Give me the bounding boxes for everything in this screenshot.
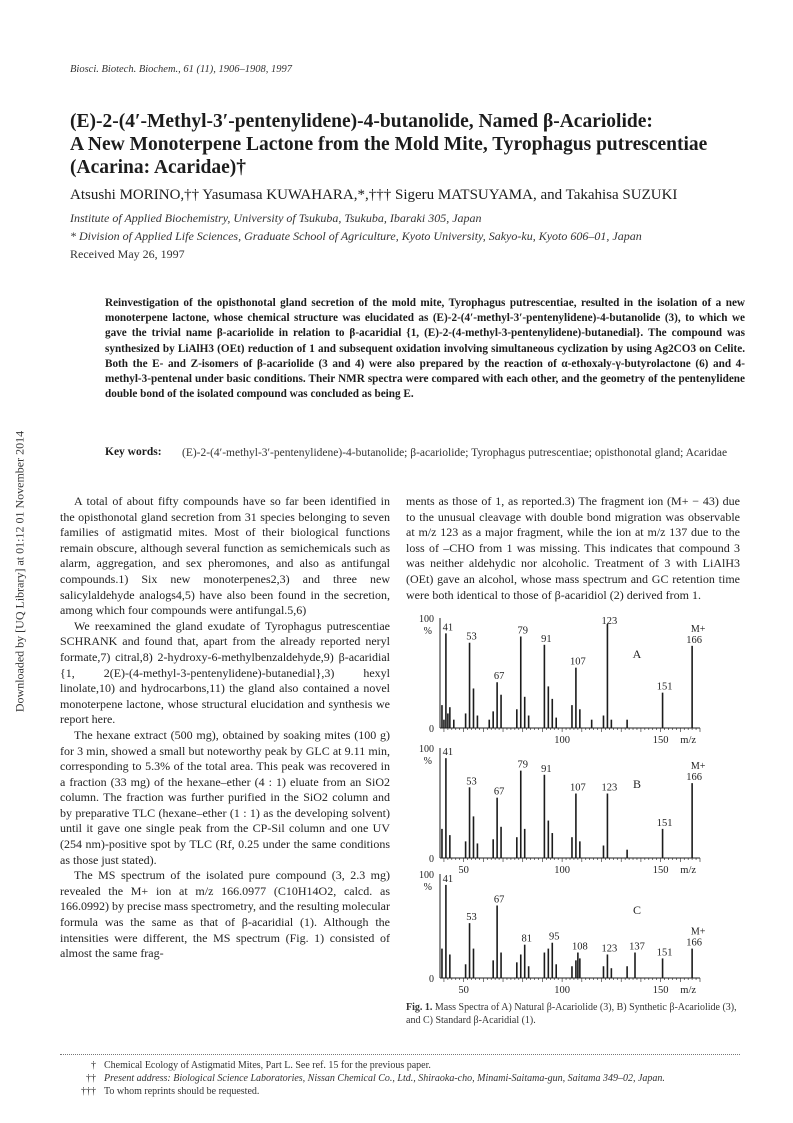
affiliation-secondary: * Division of Applied Life Sciences, Graduate School of Agriculture, Kyoto University, Sakyo-ku, Kyoto 606–01, Japan — [70, 229, 642, 243]
peak-label: 107 — [570, 782, 586, 794]
keywords-label: Key words: — [105, 446, 162, 458]
molecular-ion-label: M+ — [690, 623, 706, 635]
paragraph: A total of about fifty compounds have so far been identified in the opisthonotal gland secretion from 31 species belonging to seven families of astigmatid mites. Most of their biological functions remain obscure, although several function as semichemicals such as alarm, aggregation, and sex pheromones, and also as antifungal compounds.1) Six new monoterpenes2,3) and three new salicylaldehyde analogs4,5) have also been found in the secretion, among which four compounds were antifungal.5,6) — [60, 494, 390, 618]
footnote-mark: ††† — [81, 1086, 96, 1097]
x-axis-label: m/z — [680, 735, 697, 746]
peak-label: 53 — [466, 631, 477, 643]
peak-label: 41 — [442, 873, 454, 885]
figure-caption-text: Mass Spectra of A) Natural β-Acariolide (3), B) Synthetic β-Acariolide (3), and C) Standard β-Acaridial (1). — [406, 1002, 737, 1026]
paragraph: The MS spectrum of the isolated pure compound (3, 2.3 mg) revealed the M+ ion at m/z 166.0977 (C10H14O2, calcd. as 166.0992) by precise mass spectrometry, and the resulting molecular formula was the same as that of β-acaridial (1). Although the intensities were different, the MS spectrum (Fig. 1) consisted of almost the same frag- — [60, 868, 390, 961]
received-date: Received May 26, 1997 — [70, 247, 185, 261]
peak-label: 151 — [656, 817, 673, 829]
paragraph: ments as those of 1, as reported.3) The fragment ion (M+ − 43) due to the unusual cleavage with double bond migration was observable at m/z 123 as a major fragment, while the ion at m/z 137 due to the loss of –CHO from 1 was missing. This indicates that compound 3 was neither aldehydic nor alcoholic. Treatment of 3 with LiAlH3 (OEt) gave an alcohol, whose mass spectrum and GC retention time were both identical to those of β-acaridiol (2) derived from 1. — [406, 494, 740, 602]
peak-label: 67 — [493, 786, 505, 798]
panel-label: B — [632, 777, 641, 791]
x-tick-label: 150 — [652, 865, 669, 876]
peak-label: 91 — [541, 763, 552, 775]
peak-label: 108 — [572, 941, 588, 953]
molecular-ion-label: M+ — [690, 926, 706, 938]
download-watermark: Downloaded by [UQ Library] at 01:12 01 November 2014 — [12, 430, 27, 713]
peak-label: 53 — [466, 776, 477, 788]
peak-label: 79 — [517, 759, 529, 771]
footnote — [60, 1060, 750, 1072]
keywords: (E)-2-(4′-methyl-3′-pentenylidene)-4-butanolide; β-acariolide; Tyrophagus putrescentiae; opisthonotal gland; Acaridae — [182, 447, 728, 459]
footnote-divider — [60, 1054, 740, 1055]
mass-spectra-figure — [400, 608, 750, 998]
body-left-column — [60, 494, 390, 962]
footnote-text: Present address: Biological Science Laboratories, Nissan Chemical Co., Ltd., Shiraoka-cho, Minami-Saitama-gun, Saitama 349–02, Japan. — [104, 1073, 665, 1084]
x-tick-label: 100 — [554, 985, 570, 996]
peak-label: 95 — [549, 931, 560, 943]
panel-label: A — [632, 647, 642, 661]
abstract: Reinvestigation of the opisthonotal gland secretion of the mold mite, Tyrophagus putrescentiae, resulted in the isolation of a new monoterpene lactone, whose chemical structure was elucidated as (E)-2-(4′-methyl-3′-pentenylidene)-4-butanolide (3), to which we gave the trivial name β-acariolide in relation to β-acaridial {1, (E)-2-(4-methyl-3-pentenylidene)-butanedial}. The compound was synthesized by LiAlH3 (OEt) reduction of 1 and subsequent oxidation involving simultaneous cyclization by using Ag2CO3 on Celite. Both the E- and Z-isomers of β-acariolide (3 and 4) were also prepared by the reaction of α-ethoxaly-γ-butyrolactone (6) and 4-methyl-3-pentenal under basic conditions. Their NMR spectra were compared with each other, and the geometry of the pentenylidene double bond of the isolated compound was concluded as being E. — [105, 297, 745, 401]
y-tick-label: 0 — [429, 854, 434, 865]
footnote — [60, 1086, 750, 1098]
y-axis-label: % — [423, 882, 432, 893]
x-tick-label: 100 — [554, 865, 570, 876]
body-right-column — [406, 494, 740, 603]
peak-label: 81 — [521, 933, 532, 945]
affiliation-primary: Institute of Applied Biochemistry, University of Tsukuba, Tsukuba, Ibaraki 305, Japan — [70, 211, 482, 225]
x-axis-label: m/z — [680, 865, 697, 876]
y-tick-label: 0 — [429, 724, 434, 735]
paragraph: The hexane extract (500 mg), obtained by soaking mites (100 g) for 3 min, showed a small but noteworthy peak by GLC at 9.11 min, corresponding to 5.3% of the total area. This peak was recovered in a fraction (33 mg) of the hexane–ether (4 : 1) eluate from an SiO2 column. The fraction was further purified in the SiO2 column and by preparative TLC (hexane–ether (1 : 1) as the developing solvent) until it gave one single peak from the CP-Sil column and one UV (254 nm)-positive spot by TLC (Rf, 0.25 under the same conditions as those just stated). — [60, 727, 390, 867]
peak-label: 67 — [493, 894, 505, 906]
peak-label: 41 — [442, 622, 454, 634]
y-tick-label: 100 — [419, 744, 434, 755]
title-line: (E)-2-(4′-Methyl-3′-pentenylidene)-4-butanolide, Named β-Acariolide: — [70, 111, 653, 132]
peak-label: 91 — [541, 633, 552, 645]
y-axis-label: % — [423, 756, 432, 767]
paragraph: We reexamined the gland exudate of Tyrophagus putrescentiae SCHRANK and found that, apart from the already reported neryl formate,7) citral,8) 2-hydroxy-6-methylbenzaldehyde,9) β-acaridial {1, 2(E)-(4-methyl-3-pentenylidene)-butanedial},3) hexyl linolate,10) and hydrocarbons,11) the gland also contained a novel monoterpene lactone, whose structural elucidation and synthesis we report here. — [60, 618, 390, 727]
y-tick-label: 100 — [419, 614, 434, 625]
peak-label: 151 — [656, 681, 673, 693]
figure-caption — [406, 1001, 740, 1027]
figure-label: Fig. 1. — [406, 1002, 433, 1013]
peak-label: 123 — [601, 782, 618, 794]
peak-label: 107 — [570, 656, 586, 668]
x-axis-label: m/z — [680, 985, 697, 996]
x-tick-label: 150 — [652, 985, 669, 996]
peak-label: 137 — [629, 941, 645, 953]
peak-label: 79 — [517, 625, 529, 637]
paper-title — [70, 110, 740, 179]
molecular-ion-label: M+ — [690, 761, 706, 773]
footnote-text: To whom reprints should be requested. — [104, 1086, 260, 1097]
peak-label: 123 — [601, 943, 618, 955]
peak-label: 166 — [686, 937, 702, 949]
x-tick-label: 50 — [458, 985, 469, 996]
x-tick-label: 150 — [652, 735, 669, 746]
x-tick-label: 50 — [458, 865, 469, 876]
peak-label: 151 — [656, 947, 673, 959]
footnote-text: Chemical Ecology of Astigmatid Mites, Part L. See ref. 15 for the previous paper. — [104, 1060, 431, 1071]
journal-citation: Biosci. Biotech. Biochem., 61 (11), 1906–1908, 1997 — [70, 64, 293, 75]
title-line: A New Monoterpene Lactone from the Mold Mite, Tyrophagus putrescentiae — [70, 134, 708, 155]
peak-label: 166 — [686, 772, 702, 784]
peak-label: 123 — [601, 616, 618, 627]
peak-label: 41 — [442, 747, 454, 759]
peak-label: 67 — [493, 671, 505, 683]
peak-label: 53 — [466, 912, 477, 924]
title-line: (Acarina: Acaridae)† — [70, 157, 246, 178]
y-tick-label: 0 — [429, 974, 434, 985]
peak-label: 166 — [686, 634, 702, 646]
x-tick-label: 100 — [554, 735, 570, 746]
y-tick-label: 100 — [419, 870, 434, 881]
panel-label: C — [632, 903, 641, 917]
footnote-mark: †† — [86, 1073, 96, 1084]
footnote-mark: † — [91, 1060, 96, 1071]
author-list: Atsushi MORINO,†† Yasumasa KUWAHARA,*,††† Sigeru MATSUYAMA, and Takahisa SUZUKI — [70, 187, 678, 203]
y-axis-label: % — [423, 626, 432, 637]
footnote — [60, 1073, 750, 1085]
